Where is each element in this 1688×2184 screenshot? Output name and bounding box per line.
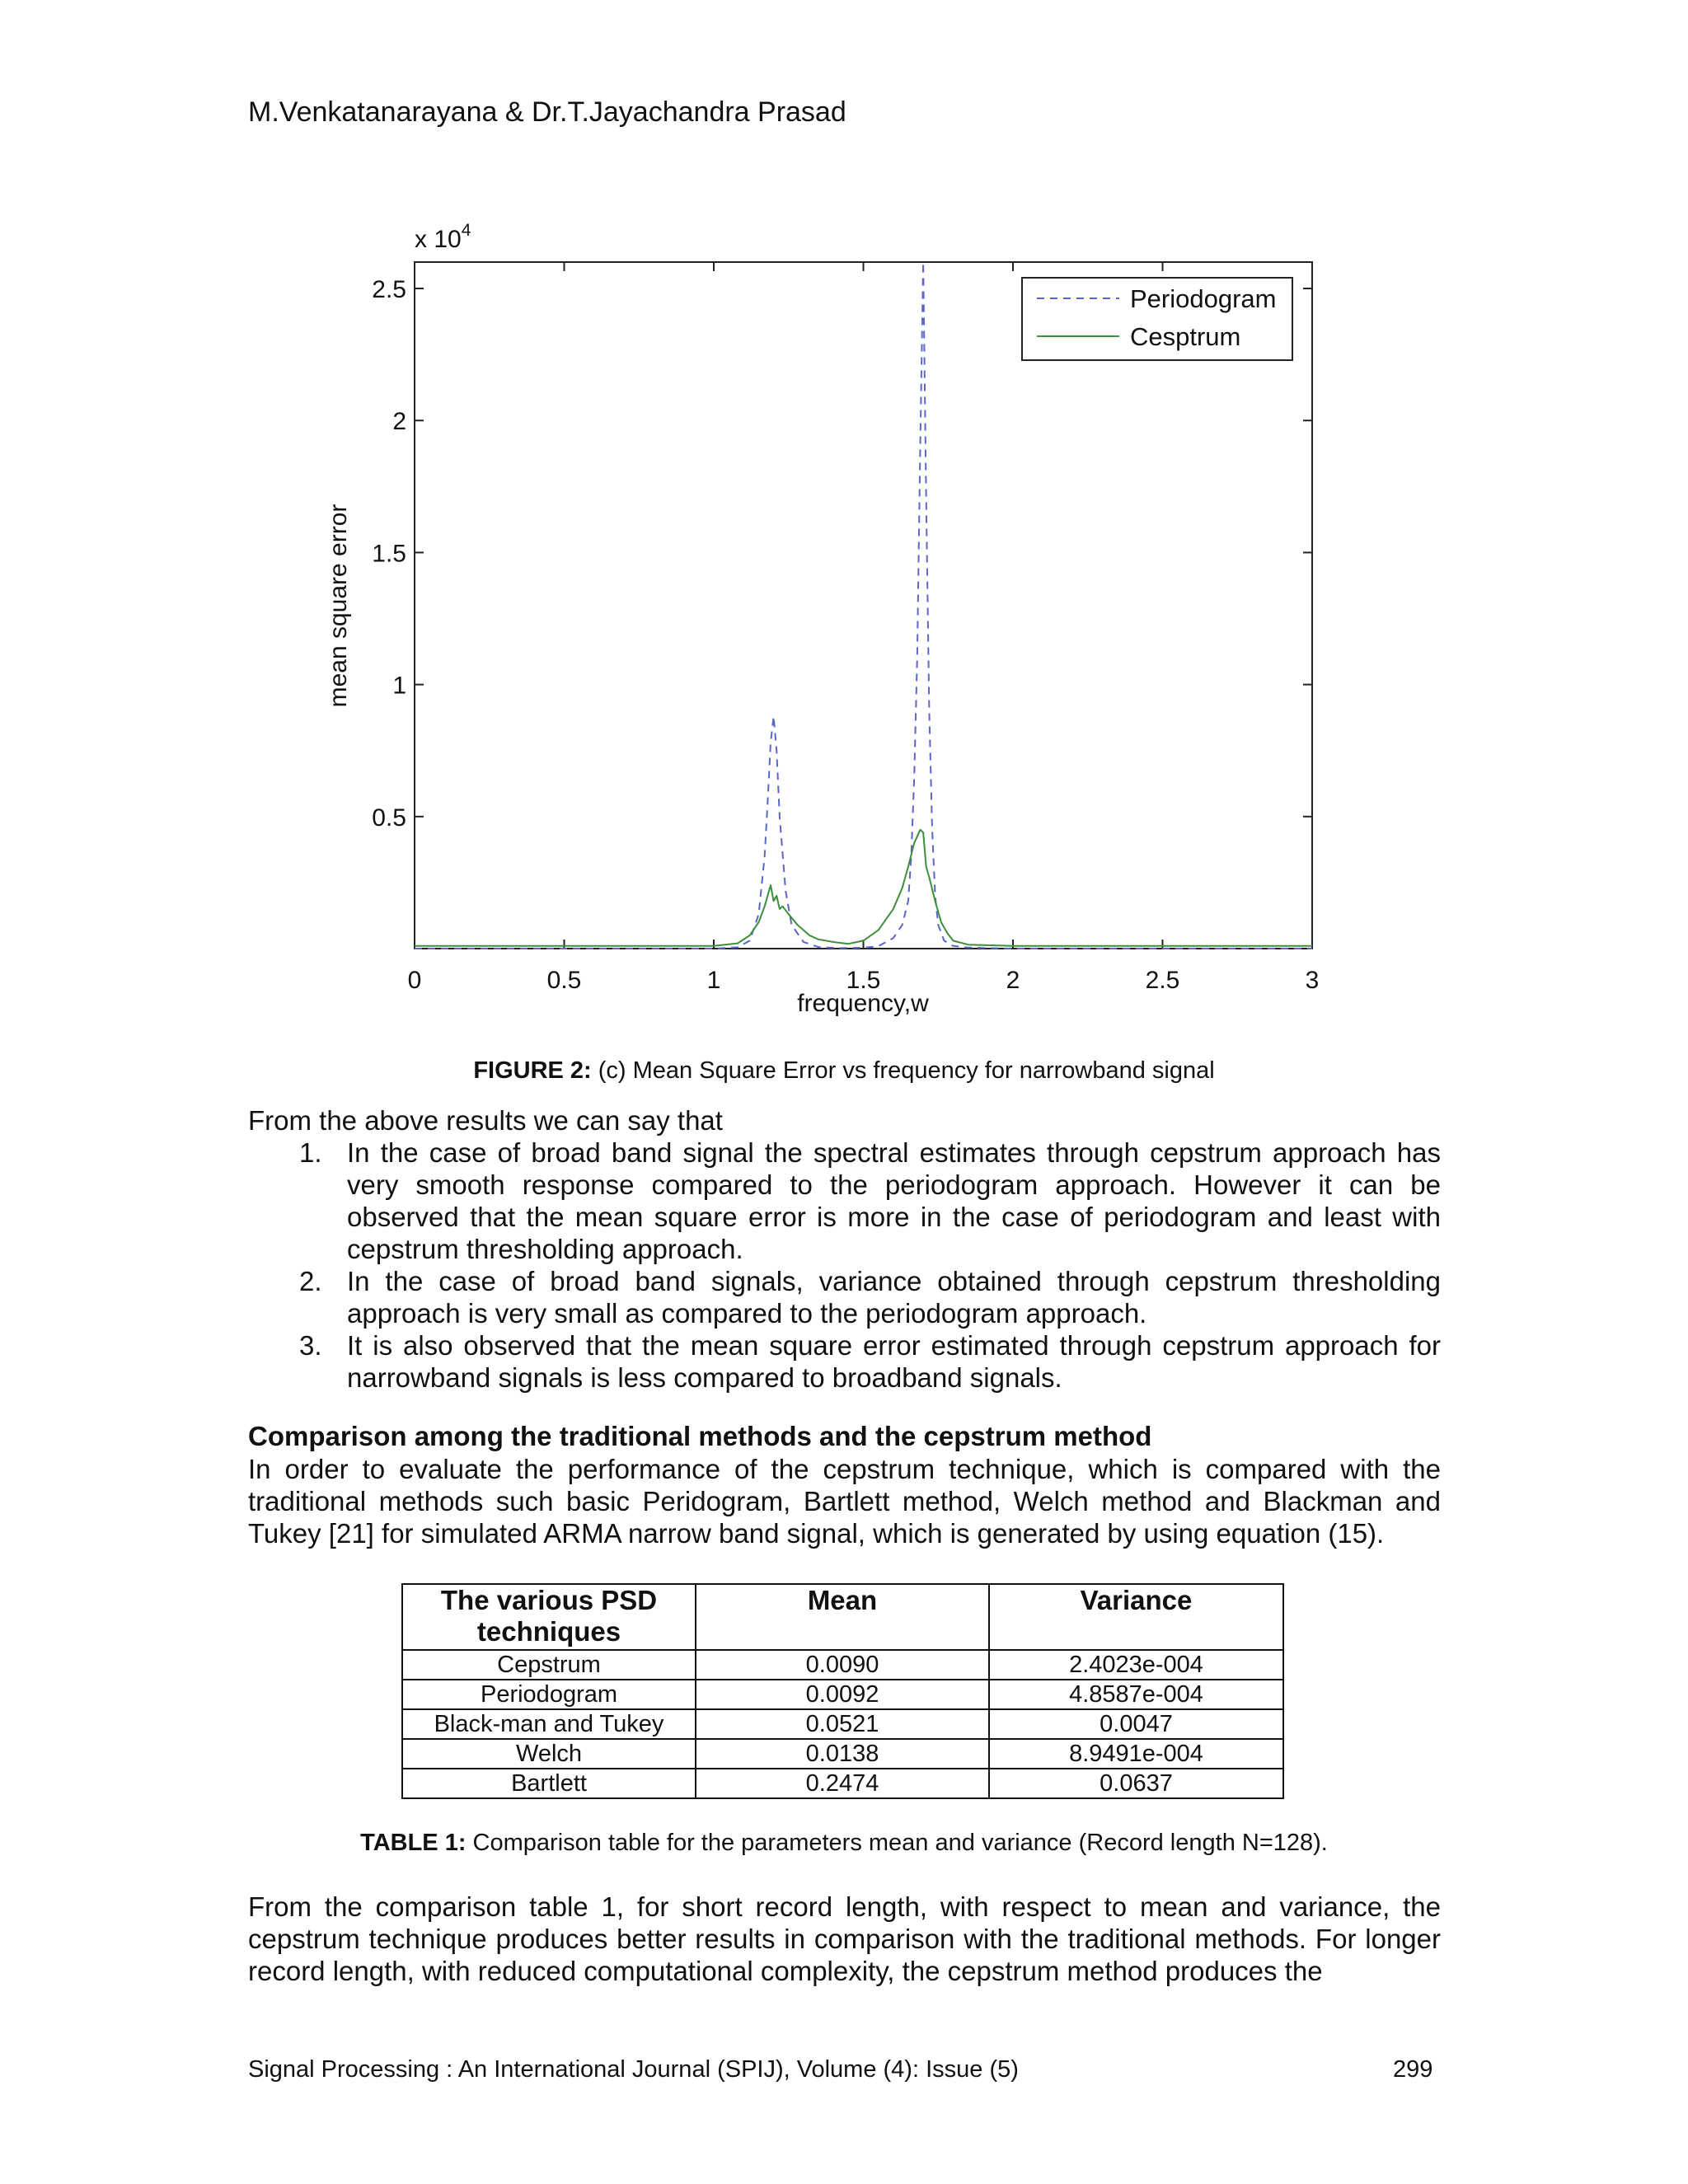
cell-variance: 8.9491e-004 (989, 1739, 1283, 1769)
table-caption-label: TABLE 1: (360, 1830, 467, 1856)
finding-text: It is also observed that the mean square error estimated through cepstrum approach for narrowband signals is less compared to broadband signals. (347, 1330, 1441, 1393)
section-heading: Comparison among the traditional methods and the cepstrum method (248, 1421, 1152, 1451)
finding-text: In the case of broad band signals, variance obtained through cepstrum thresholding approach is very small as compared to the periodogram approach. (347, 1266, 1441, 1329)
y-axis-label: mean square error (325, 504, 352, 708)
y-tick-labels (372, 276, 406, 832)
legend-label-cesptrum: Cesptrum (1130, 322, 1241, 351)
x-tick-label: 2.5 (1145, 967, 1180, 994)
table-row (402, 1650, 1283, 1680)
cell-technique: Bartlett (402, 1769, 696, 1798)
cell-mean: 0.2474 (696, 1769, 989, 1798)
x-tick-label: 1.5 (846, 967, 881, 994)
table-row (402, 1769, 1283, 1798)
finding-number: 1. (299, 1137, 322, 1168)
cell-variance: 4.8587e-004 (989, 1680, 1283, 1709)
figure-caption-label: FIGURE 2: (473, 1057, 592, 1084)
table-caption-text: Comparison table for the parameters mean and variance (Record length N=128). (466, 1830, 1328, 1856)
x-tick-label: 0 (407, 967, 422, 994)
x-tick-label: 3 (1305, 967, 1320, 994)
cell-mean: 0.0092 (696, 1680, 989, 1709)
closing-paragraph: From the comparison table 1, for short record length, with respect to mean and variance, the cepstrum technique produces better results in comparison with the traditional methods. For longer record length, with reduced computational complexity, the cepstrum method produces the (248, 1891, 1441, 1986)
y-tick-label: 1 (392, 672, 406, 700)
header-mean: Mean (696, 1584, 989, 1650)
findings-lead: From the above results we can say that (248, 1105, 723, 1136)
cell-technique: Welch (402, 1739, 696, 1769)
y-tick-label: 1.5 (372, 540, 406, 568)
y-tick-label: 0.5 (372, 804, 406, 832)
x-tick-label: 1 (706, 967, 721, 994)
cell-variance: 2.4023e-004 (989, 1650, 1283, 1680)
legend (1022, 278, 1292, 360)
finding-number: 2. (299, 1266, 322, 1296)
x-tick-label: 2 (1006, 967, 1020, 994)
x-axis-label: frequency,w (797, 990, 929, 1017)
y-tick-label: 2 (392, 408, 406, 436)
legend-label-periodogram: Periodogram (1130, 284, 1277, 313)
header-variance: Variance (989, 1584, 1283, 1650)
cell-mean: 0.0521 (696, 1709, 989, 1739)
y-exponent-power: 4 (461, 221, 471, 240)
cell-mean: 0.0090 (696, 1650, 989, 1680)
cell-technique: Cepstrum (402, 1650, 696, 1680)
cell-technique: Black-man and Tukey (402, 1709, 696, 1739)
finding-item (248, 1137, 1441, 1265)
plot-area (415, 262, 1312, 949)
findings-list (248, 1137, 1441, 1394)
findings-section (248, 1104, 1441, 1394)
cell-variance: 0.0637 (989, 1769, 1283, 1798)
cell-variance: 0.0047 (989, 1709, 1283, 1739)
footer-page-number: 299 (1393, 2056, 1433, 2083)
finding-text: In the case of broad band signal the spectral estimates through cepstrum approach has very smooth response compared to the periodogram approach. However it can be observed that the mean square error is more in the case of periodogram and least with cepstrum thresholding approach. (347, 1137, 1441, 1264)
cell-mean: 0.0138 (696, 1739, 989, 1769)
mse-chart (0, 0, 1688, 1038)
comparison-paragraph: In order to evaluate the performance of the cepstrum technique, which is compared with the traditional methods such basic Peridogram, Bartlett method, Welch method and Blackman and Tukey [21] for simulated ARMA narrow band signal, which is generated by using equation (15). (248, 1454, 1441, 1549)
header-psd-techniques: The various PSD techniques (402, 1584, 696, 1650)
table-row (402, 1709, 1283, 1739)
finding-number: 3. (299, 1330, 322, 1361)
psd-comparison-table (401, 1583, 1284, 1799)
figure-caption (0, 1057, 1688, 1085)
footer-journal: Signal Processing : An International Journal (SPIJ), Volume (4): Issue (5) (248, 2056, 1019, 2083)
table-caption (0, 1830, 1688, 1857)
running-header: M.Venkatanarayana & Dr.T.Jayachandra Prasad (248, 96, 846, 128)
figure-caption-text: (c) Mean Square Error vs frequency for narrowband signal (591, 1057, 1215, 1084)
table-header-row (402, 1584, 1283, 1650)
y-exponent-label: x $10^4$ (415, 221, 471, 253)
cell-technique: Periodogram (402, 1680, 696, 1709)
x-tick-label: 0.5 (546, 967, 582, 994)
psd-table-wrapper (401, 1583, 1282, 1799)
y-tick-label: 2.5 (372, 276, 406, 304)
table-row (402, 1680, 1283, 1709)
table-row (402, 1739, 1283, 1769)
finding-item (248, 1265, 1441, 1329)
finding-item (248, 1329, 1441, 1394)
